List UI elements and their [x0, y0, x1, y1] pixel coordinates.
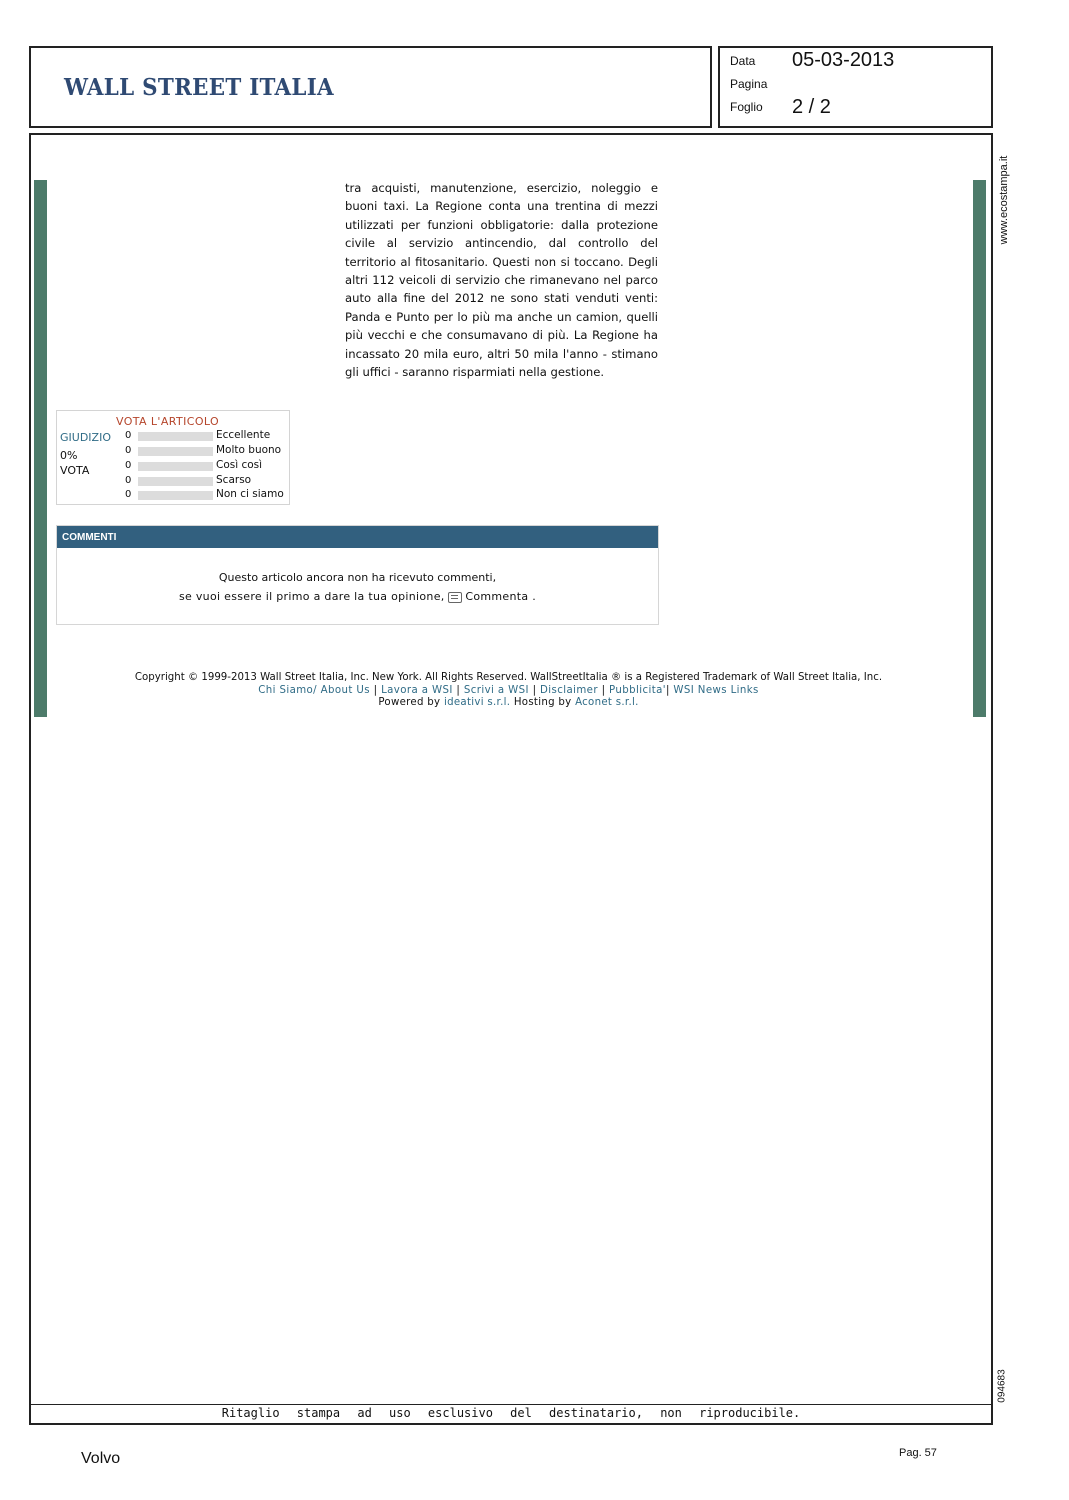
vote-count: 0 — [125, 460, 132, 471]
data-value: 05-03-2013 — [792, 49, 895, 71]
side-url-label: www.ecostampa.it — [998, 155, 1010, 245]
link-separator: | — [456, 685, 461, 696]
vote-option-label: Così così — [216, 459, 263, 471]
comments-empty-message: Questo articolo ancora non ha ricevuto commenti, — [218, 571, 497, 584]
vote-title: VOTA L'ARTICOLO — [116, 415, 220, 428]
copyright-notice: Copyright © 1999-2013 Wall Street Italia, Inc. New York. All Rights Reserved. WallStreetItalia ® is a Registered Trademark of Wall Street Italia, Inc. — [134, 672, 883, 683]
link-separator: | — [373, 685, 378, 696]
vote-option[interactable] — [125, 445, 290, 458]
footer-links — [56, 685, 961, 696]
vote-count: 0 — [125, 475, 132, 486]
hosting-prefix: Hosting by — [513, 697, 572, 708]
vote-count: 0 — [125, 430, 132, 441]
vote-bar — [138, 447, 213, 456]
vote-option[interactable] — [125, 460, 290, 473]
comment-link[interactable]: Commenta — [465, 590, 529, 603]
vote-count: 0 — [125, 445, 132, 456]
link-separator: | — [665, 685, 670, 696]
vote-percent: 0% — [60, 449, 78, 462]
comment-icon[interactable] — [448, 592, 462, 603]
vote-option-label: Non ci siamo — [216, 488, 284, 500]
foglio-value: 2 / 2 — [792, 96, 831, 118]
comments-invite-text: se vuoi essere il primo a dare la tua opinione, — [178, 590, 445, 603]
frame-divider — [31, 1404, 991, 1405]
footer-link-disclaimer[interactable]: Disclaimer — [540, 685, 598, 696]
page-number: Pag. 57 — [899, 1447, 937, 1459]
comments-invite — [57, 590, 658, 603]
article-body: tra acquisti, manutenzione, esercizio, noleggio e buoni taxi. La Regione conta una trentina di mezzi utilizzati per funzioni obbligatorie: dalla protezione civile al servizio antincendio, dal controllo del territorio al fitosanitario. Questi non si toccano. Degli altri 112 veicoli di servizio che rimanevano nel parco auto alla fine del 2012 ne sono stati venduti venti: Panda e Punto per lo più ma anche un camion, quelli più vecchi e che consumavano di più. La Regione ha incassato 20 mila euro, altri 50 mila l'anno - stimano gli uffici - saranno risparmiati nella gestione. — [345, 181, 658, 380]
hosting-company-link[interactable]: Aconet s.r.l. — [575, 697, 639, 708]
footer-link-about[interactable]: Chi Siamo/ About Us — [258, 685, 370, 696]
powered-by — [56, 697, 961, 708]
right-side-bar — [973, 180, 986, 717]
vote-bar — [138, 491, 213, 500]
vote-count: 0 — [125, 489, 132, 500]
pagina-label: Pagina — [730, 77, 768, 91]
comments-header — [57, 526, 658, 548]
vote-option-label: Molto buono — [216, 444, 282, 456]
vote-option[interactable] — [125, 489, 290, 502]
vote-option-label: Eccellente — [216, 429, 271, 441]
powered-company-link[interactable]: ideativi s.r.l. — [443, 697, 511, 708]
footer-link-pubblicita[interactable]: Pubblicita' — [609, 685, 666, 696]
foglio-label: Foglio — [730, 100, 763, 114]
link-separator: | — [601, 685, 606, 696]
vote-option[interactable] — [125, 430, 290, 443]
comments-trailing: . — [532, 590, 537, 603]
topic-label: Volvo — [81, 1450, 121, 1467]
vote-option-label: Scarso — [216, 474, 252, 486]
powered-prefix: Powered by — [378, 697, 441, 708]
data-label: Data — [730, 54, 756, 68]
footer-link-news[interactable]: WSI News Links — [673, 685, 759, 696]
footer-link-lavora[interactable]: Lavora a WSI — [381, 685, 453, 696]
vote-bar — [138, 432, 213, 441]
masthead-logo: WALL STREET ITALIA — [64, 74, 334, 101]
vote-giudizio-label: GIUDIZIO — [60, 431, 111, 444]
comments-title: COMMENTI — [62, 532, 117, 543]
side-code-label: 094683 — [996, 1369, 1008, 1403]
left-side-bar — [34, 180, 47, 717]
vote-option[interactable] — [125, 475, 290, 488]
footer-link-scrivi[interactable]: Scrivi a WSI — [463, 685, 529, 696]
link-separator: | — [532, 685, 537, 696]
vote-bar — [138, 462, 213, 471]
vote-bar — [138, 477, 213, 486]
vote-button[interactable]: VOTA — [60, 464, 90, 477]
reproduction-disclaimer: Ritaglio stampa ad uso esclusivo del destinatario, non riproducibile. — [221, 1406, 801, 1420]
